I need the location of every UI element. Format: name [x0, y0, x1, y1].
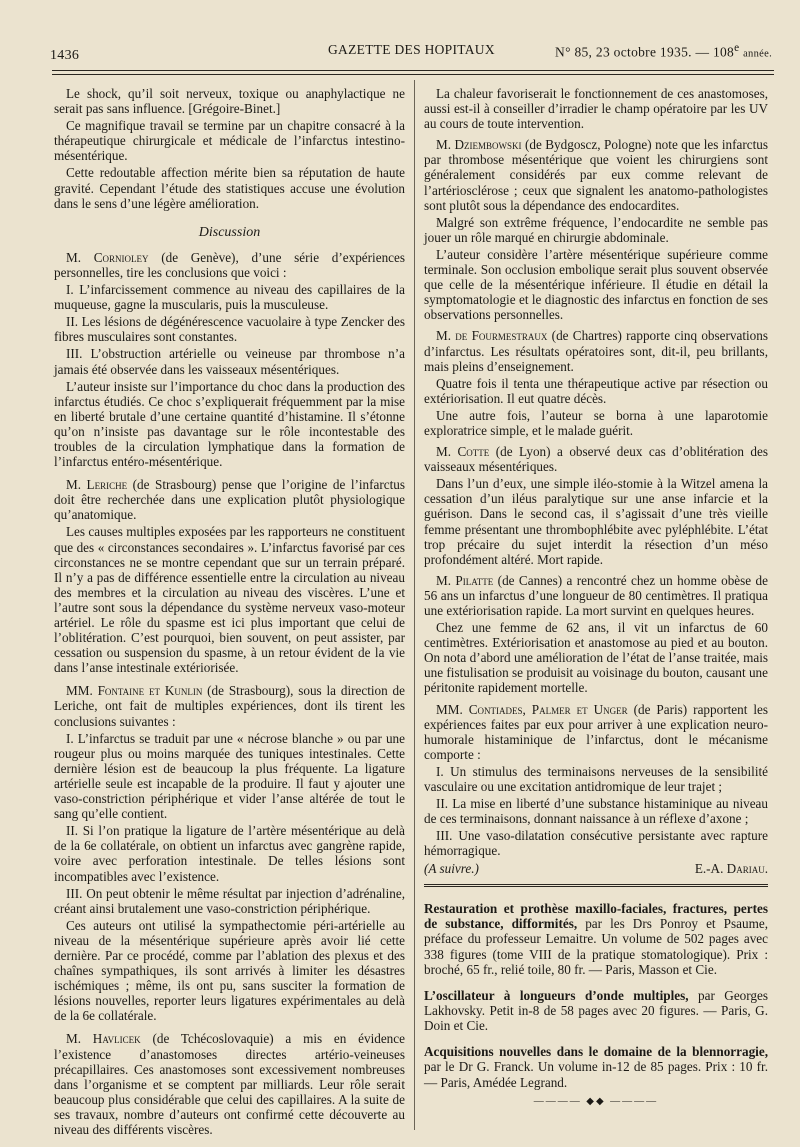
paragraph — [424, 573, 768, 618]
paragraph: Chez une femme de 62 ans, il vit un infarctus de 60 centimètres. Extériorisation et anastomose au pied et au bouton. On nota d’abord une amélioration de l’état de l’anse traitée, mais une fistulisation se produisit au voisinage du bouton, causant une péritonite rapidement mortelle. — [424, 620, 768, 696]
signature-line — [424, 861, 768, 876]
paragraph — [54, 477, 405, 522]
header-rule-top — [52, 70, 774, 71]
paragraph: Dans l’un d’eux, une simple iléo-stomie à la Witzel amena la cessation d’un iléus paralytique sur une anse infarcie et la guérison. Dans le second cas, il s’agissait d’une très vieille femme présentant une thrombophlébite avec pyléphlébite. L’état trop précaire du sujet interdit la résection d’un méso profondément altéré. Mort rapide. — [424, 476, 768, 567]
to-be-continued: (A suivre.) — [424, 860, 479, 876]
author-name: M. Pilatte — [436, 572, 494, 588]
paragraph: Une autre fois, l’auteur se borna à une laparotomie exploratrice simple, et le malade guérit. — [424, 407, 768, 438]
paragraph-text: (de Tchécoslovaquie) a mis en évidence l’existence d’anastomoses directes artério-veineuses précapillaires. Ces anastomoses sont excessivement nombreuses dans l’organisme et se comptent par milliards. Leur rôle serait beaucoup plus considérable que celui des capillaires. A la suite de ses travaux, nombre d’auteurs ont confirmé cette découverte au niveau des différents viscères. — [54, 1031, 405, 1137]
left-column — [54, 86, 405, 1139]
author-name: MM. Contiades, Palmer et Unger — [436, 701, 628, 717]
author-name: MM. Fontaine et Kunlin — [66, 683, 203, 699]
paragraph-text: (de Genève), d’une série d’expériences personnelles, tire les conclusions que voici : — [54, 249, 405, 280]
paragraph-text: (de Chartres) rapporte cinq observations d’infarctus. Les résultats opératoires sont, dit-il, peu brillants, mais pleins d’enseignement. — [424, 328, 768, 374]
paragraph-text: (de Paris) rapportent les expériences faites par eux pour arriver à une explication neuro-humorale histaminique de l’infarctus, dont le mécanisme comporte : — [424, 701, 768, 762]
column-divider — [414, 80, 415, 1130]
paragraph: Les causes multiples exposées par les rapporteurs ne constituent que des « circonstances secondaires ». L’infarctus favorisé par ces circonstances ne se montre cependant que sur un terrain préparé. Il n’y a pas de différence essentielle entre la circulation au niveau des membres et la circulation au niveau des viscères. L’une et l’autre sont sous la dépendance du système nerveux vaso-moteur artériel. Le rôle du spasme est ici plus important que celui de l’oblitération. C’est pourquoi, bien souvent, on peut assister, par cessation ou suspension du spasme, à un retour évident de la vie dans l’anse intestinale extériorisée. — [54, 524, 405, 676]
book-details: par les Drs Ponroy et Psaume, préface du professeur Lemaitre. Un volume de 502 pages avec 338 figures (tome VIII de la pratique stomatologique). Prix : broché, 65 fr., relié toile, 80 fr. — Paris, Masson et Cie. — [424, 916, 768, 978]
book-notice — [424, 901, 768, 978]
paragraph — [424, 137, 768, 212]
author-name: M. Cotte — [436, 444, 490, 460]
paragraph: Quatre fois il tenta une thérapeutique active par résection ou extériorisation. Il eut quatre décès. — [424, 375, 768, 406]
paragraph: Le shock, qu’il soit nerveux, toxique ou anaphylactique ne serait pas sans influence. [Grégoire-Binet.] — [54, 86, 405, 117]
author-name: M. Dziembowski — [436, 137, 522, 153]
issue-year-label: année. — [743, 48, 772, 60]
book-title: Acquisitions nouvelles dans le domaine de la blennorragie, — [424, 1043, 768, 1059]
paragraph-text: (de Bydgoscz, Pologne) note que les infarctus par thrombose mésentérique que voient les chirurgiens sont généralement considérés par eux comme relevant de l’artériosclérose ; ceux que signalent les anatomo-pathologistes sont plutôt sous la dépendance des endocardites. — [424, 137, 768, 213]
author-name: M. de Fourmestraux — [436, 328, 548, 344]
book-notice — [424, 988, 768, 1034]
book-title: L’oscillateur à longueurs d’onde multiples, — [424, 987, 689, 1003]
paragraph-text: (de Strasbourg) pense que l’origine de l’infarctus doit être recherchée dans une explication plutôt physiologique qu’anatomique. — [54, 477, 406, 523]
book-notice — [424, 1044, 768, 1090]
paragraph: I. L’infarcissement commence au niveau des capillaires de la muqueuse, gagne la muscularis, puis la musculeuse. — [54, 282, 405, 313]
paragraph: La chaleur favoriserait le fonctionnement de ces anastomoses, aussi est-il à conseiller d’irradier le champ opératoire par les UV au cours de toute intervention. — [424, 86, 768, 132]
paragraph-text: (de Cannes) a rencontré chez un homme obèse de 56 ans un infarctus d’une longueur de 80 centimètres. Il pratiqua une extériorisation rapide. La mort survint en quelques heures. — [424, 572, 768, 618]
author-name: M. Leriche — [66, 477, 128, 493]
paragraph — [54, 250, 405, 280]
paragraph: Cette redoutable affection mérite bien sa réputation de haute gravité. Cependant l’étude des statistiques accuse une évolution dans le sens d’une légère amélioration. — [54, 165, 405, 211]
header-rule-bottom — [52, 74, 774, 75]
page-number: 1436 — [50, 48, 80, 63]
page-header — [50, 40, 772, 62]
paragraph — [424, 444, 768, 474]
author-signature: E.-A. Dariau. — [694, 860, 768, 876]
paragraph-text: (de Lyon) a observé deux cas d’oblitération des vaisseaux mésentériques. — [424, 444, 768, 475]
paragraph — [54, 1031, 405, 1137]
issue-info — [555, 42, 772, 61]
book-title: Restauration et prothèse maxillo-faciales, fractures, pertes de substance, difformités, — [424, 900, 768, 931]
paragraph — [424, 702, 768, 762]
book-details: par Georges Lakhovsky. Petit in-8 de 58 pages avec 20 figures. — Paris, G. Doin et Cie. — [424, 987, 768, 1034]
paragraph: Malgré son extrême fréquence, l’endocardite ne semble pas jouer un rôle marqué en chirurgie abdominale. — [424, 214, 768, 245]
section-heading: Discussion — [198, 224, 261, 240]
paragraph: Ce magnifique travail se termine par un chapitre consacré à la thérapeutique chirurgicale et médicale de l’infarctus intestino-mésentérique. — [54, 118, 405, 164]
paragraph: II. La mise en liberté d’une substance histaminique au niveau de ces terminaisons, donnant naissance à un réflexe d’axone ; — [424, 796, 768, 827]
paragraph-text: (de Strasbourg), sous la direction de Leriche, ont fait de multiples expériences, dont ils tirent les conclusions suivantes : — [54, 683, 405, 729]
paragraph: L’auteur considère l’artère mésentérique supérieure comme terminale. Son occlusion embolique serait plus souvent observée que celle de la mésentérique inférieure. Il étudie en détail la symptomatologie et le diagnostic des infarctus en fonction de ses observations personnelles. — [424, 246, 768, 323]
author-name: M. Havlicek — [66, 1031, 141, 1047]
paragraph: Ces auteurs ont utilisé la sympathectomie péri-artérielle au niveau de la mésentérique supérieure après avoir lié cette dernière. Par ce procédé, comme par l’ablation des plexus et des chaînes sympathiques, ils sont arrivés à limiter les désastres ischémiques ; même, ils ont pu, sans susciter la formation de lésions nouvelles, reporter leurs ligatures expérimentales au delà de la 6e collatérale. — [54, 917, 405, 1024]
book-details: par le Dr G. Franck. Un volume in-12 de 85 pages. Prix : 10 fr. — Paris, Amédée Legrand. — [424, 1059, 768, 1090]
section-rule — [424, 884, 768, 887]
journal-title: GAZETTE DES HOPITAUX — [328, 42, 495, 57]
paragraph — [54, 683, 405, 728]
paragraph: III. Une vaso-dilatation consécutive persistante avec rapture hémorragique. — [424, 828, 768, 859]
paragraph: I. L’infarctus se traduit par une « nécrose blanche » ou par une rougeur plus ou moins marquée des tuniques intestinales. Cette dernière lésion est de beaucoup la plus fréquente. La ligature artérielle seule est incapable de la produire. Il faut y ajouter une vaso-constriction périphérique et vider l’anse altérée de tout le sang qu’elle contient. — [54, 730, 405, 822]
issue-date: N° 85, 23 octobre 1935. — 108 — [555, 44, 735, 60]
paragraph: III. L’obstruction artérielle ou veineuse par thrombose n’a jamais été observée dans les vaisseaux mésentériques. — [54, 346, 405, 377]
paragraph: II. Les lésions de dégénérescence vacuolaire à type Zencker des fibres musculaires sont constantes. — [54, 314, 405, 345]
paragraph: II. Si l’on pratique la ligature de l’artère mésentérique au delà de la 6e collatérale, on obtient un infarctus avec gangrène rapide, voire avec perforation intestinale. De telles lésions sont incompatibles avec l’existence. — [54, 823, 405, 884]
paragraph: III. On peut obtenir le même résultat par injection d’adrénaline, créant ainsi brutalement une vaso-constriction périphérique. — [54, 885, 405, 916]
author-name: M. Cornioley — [66, 249, 149, 265]
paragraph: I. Un stimulus des terminaisons nerveuses de la sensibilité vasculaire ou une excitation antidromique de leur trajet ; — [424, 763, 768, 795]
right-column — [424, 86, 768, 1109]
issue-ordinal: e — [734, 42, 740, 54]
paragraph — [424, 328, 768, 373]
end-ornament: ———— ◆◆ ———— — [533, 1096, 659, 1108]
paragraph: L’auteur insiste sur l’importance du choc dans la production des infarctus étudiés. Ce choc s’expliquerait fréquemment par la mise en liberté brutale d’une certaine quantité d’histamine. Il s’étonne qu’on n’insiste pas davantage sur le rôle incontestable des troubles de la circulation lymphatique dans la formation de l’infarctus entéro-mésentérique. — [54, 378, 405, 470]
